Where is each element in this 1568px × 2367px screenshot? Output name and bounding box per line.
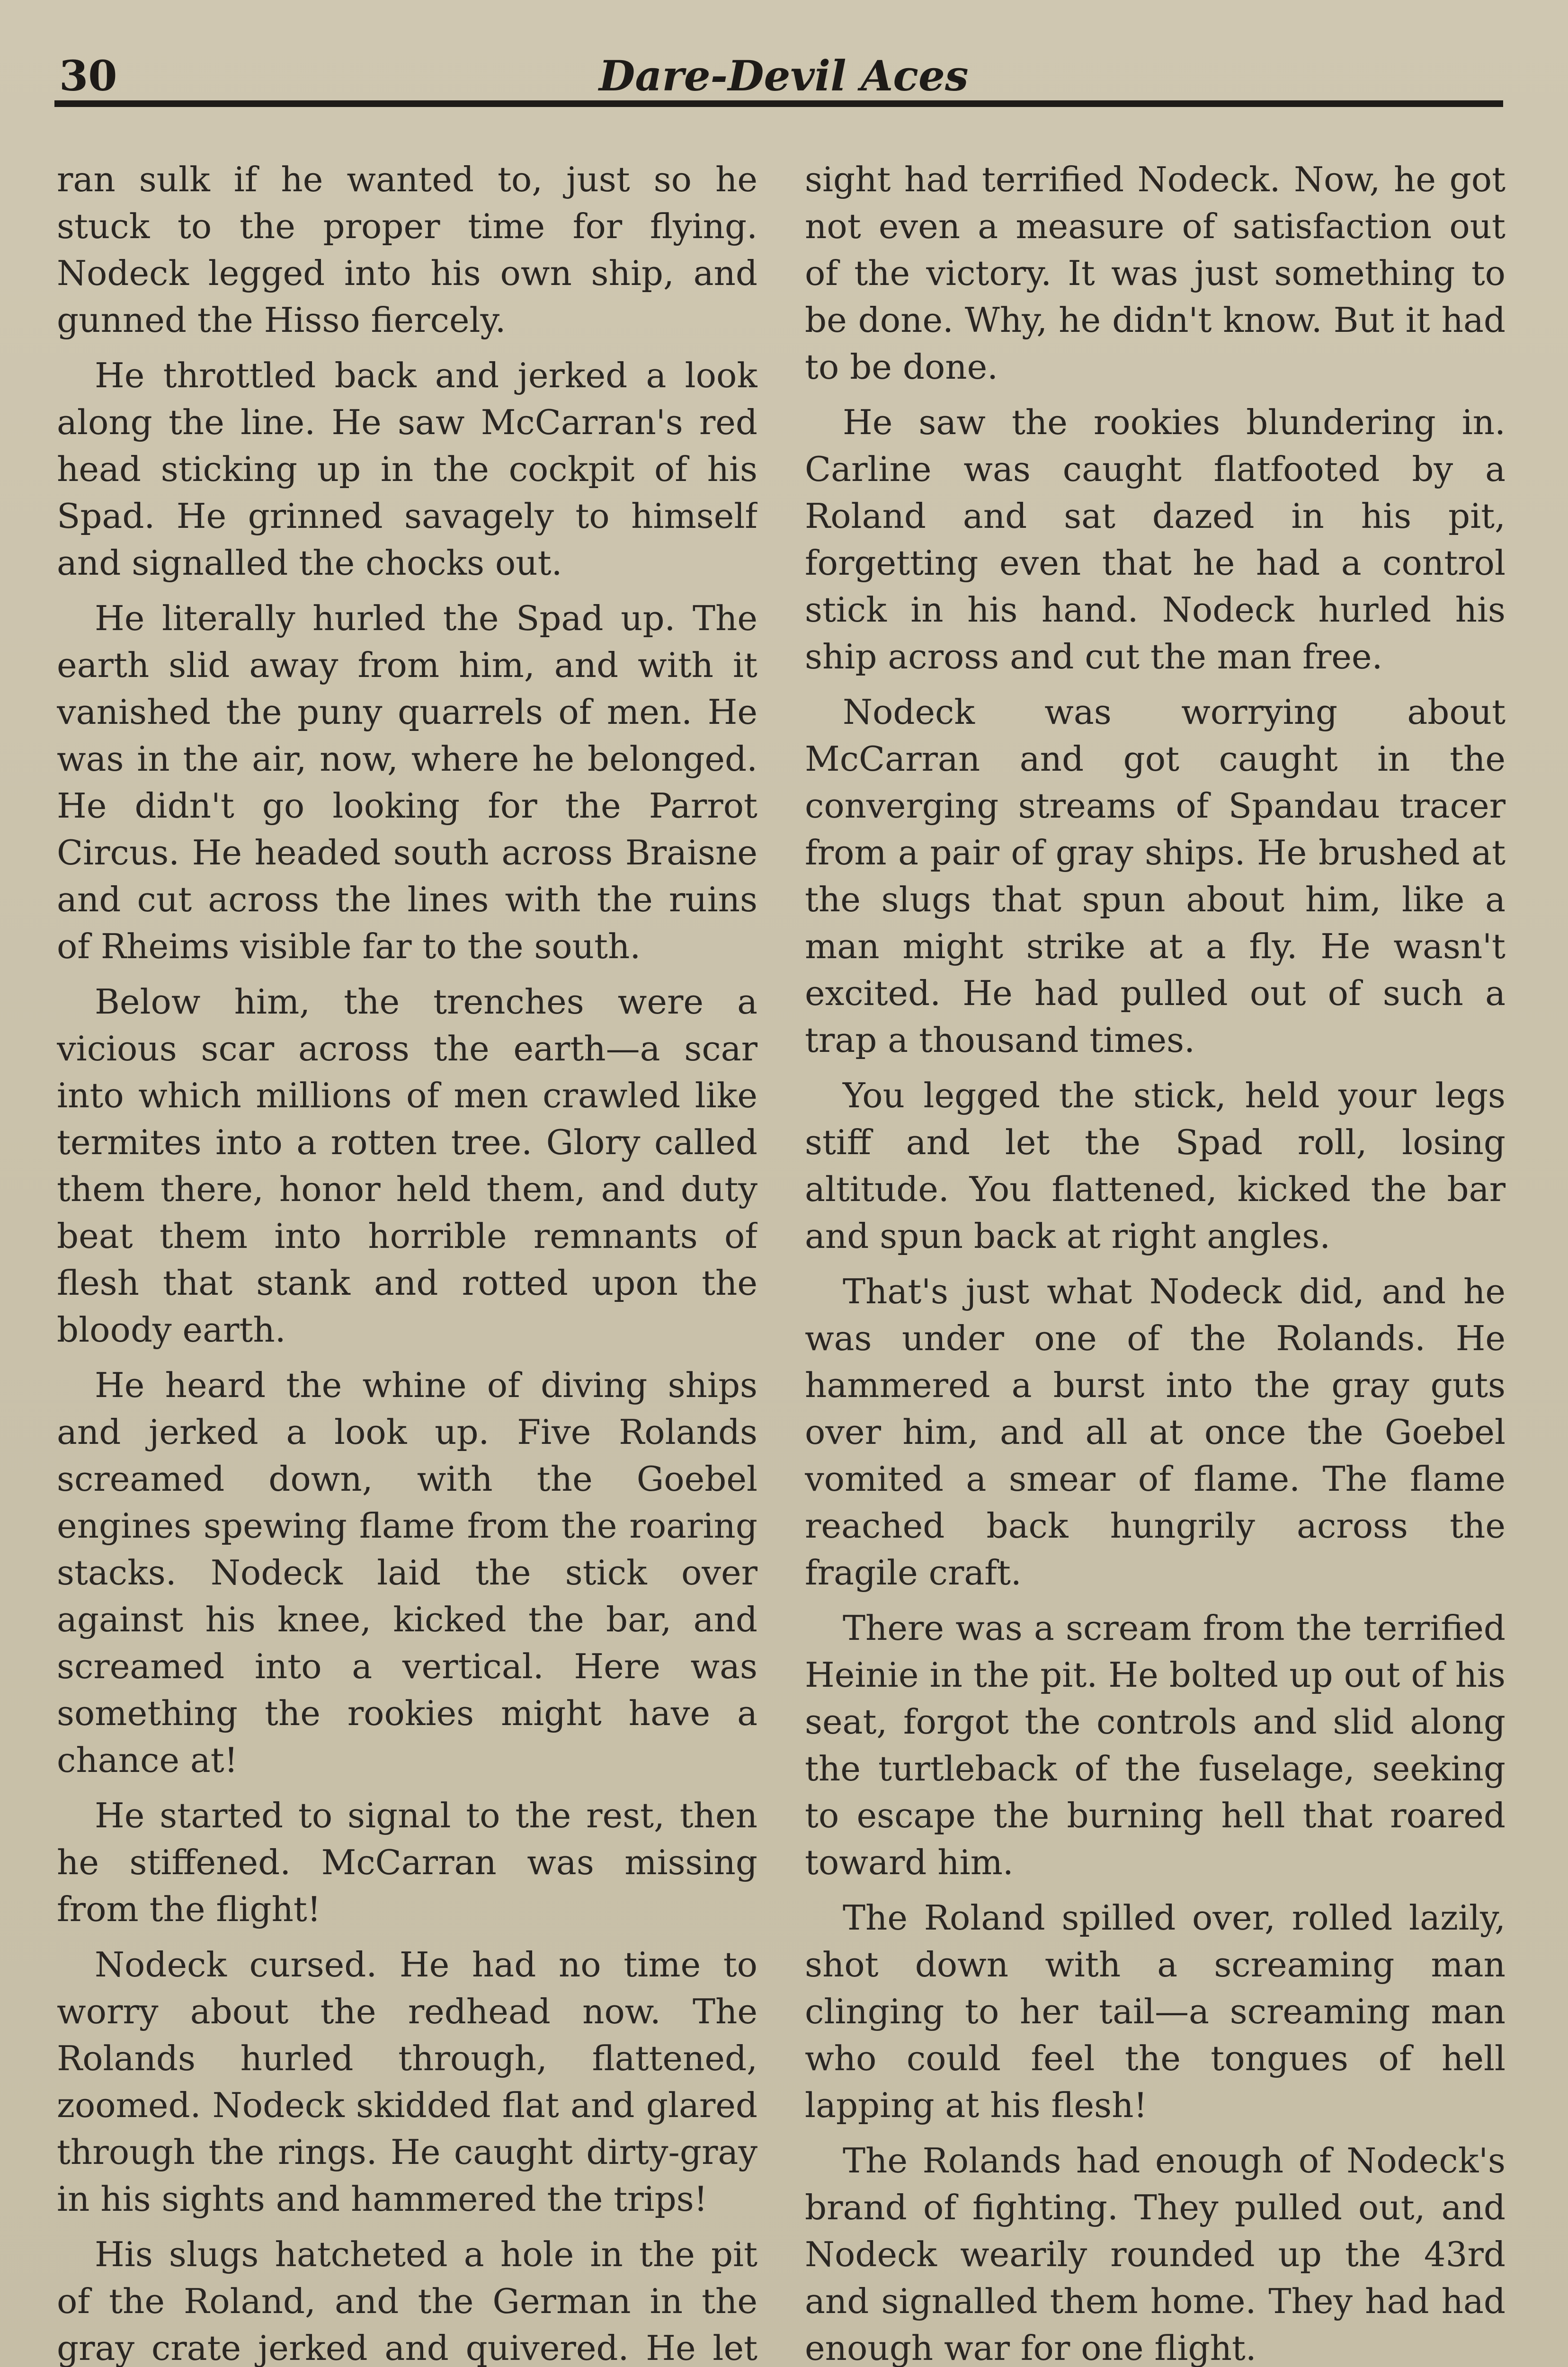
left-column xyxy=(57,156,757,2367)
paragraph: He started to signal to the rest, then he stiffened. McCarran was missing from the flight! xyxy=(57,1796,757,1929)
paragraph: You legged the stick, held your legs stiff and let the Spad roll, losing altitude. You flattened, kicked the bar and spun back at right angles. xyxy=(805,1076,1506,1256)
paragraph: Below him, the trenches were a vicious scar across the earth—a scar into which millions of men crawled like termites into a rotten tree. Glory called them there, honor held them, and duty beat them into horrible remnants of flesh that stank and rotted upon the bloody earth. xyxy=(57,982,757,1350)
right-column xyxy=(805,156,1506,2367)
header-rule xyxy=(54,100,1503,107)
paragraph: He throttled back and jerked a look along the line. He saw McCarran's red head sticking up in the cockpit of his Spad. He grinned savagely to himself and signalled the chocks out. xyxy=(57,356,757,583)
paragraph: The Roland spilled over, rolled lazily, shot down with a screaming man clinging to her tail—a screaming man who could feel the tongues of hell lapping at his flesh! xyxy=(805,1898,1506,2125)
page-number: 30 xyxy=(59,51,117,100)
paragraph: The Rolands had enough of Nodeck's brand of fighting. They pulled out, and Nodeck wearily rounded up the 43rd and signalled them home. They had had enough war for one flight. xyxy=(805,2141,1506,2367)
paragraph: Nodeck cursed. He had no time to worry about the redhead now. The Rolands hurled through, flattened, zoomed. Nodeck skidded flat and glared through the rings. He caught dirty-gray in his sights and hammered the trips! xyxy=(57,1945,757,2219)
paragraph: There was a scream from the terrified Heinie in the pit. He bolted up out of his seat, forgot the controls and slid along the turtleback of the fuselage, seeking to escape the burning hell that roared toward him. xyxy=(805,1608,1506,1882)
paragraph: He literally hurled the Spad up. The earth slid away from him, and with it vanished the puny quarrels of men. He was in the air, now, where he belonged. He didn't go looking for the Parrot Circus. He headed south across Braisne and cut across the lines with the ruins of Rheims visible far to the south. xyxy=(57,598,757,966)
paragraph: ran sulk if he wanted to, just so he stuck to the proper time for flying. Nodeck legged into his own ship, and gunned the Hisso fiercely. xyxy=(57,160,757,340)
magazine-title: Dare-Devil Aces xyxy=(599,51,969,100)
paragraph: His slugs hatcheted a hole in the pit of the Roland, and the German in the gray crate jerked and quivered. He let xyxy=(57,2234,757,2367)
paragraph: sight had terrified Nodeck. Now, he got not even a measure of satisfaction out of the victory. It was just something to be done. Why, he didn't know. But it had to be done. xyxy=(805,160,1506,387)
paragraph: He saw the rookies blundering in. Carline was caught flatfooted by a Roland and sat dazed in his pit, forgetting even that he had a control stick in his hand. Nodeck hurled his ship across and cut the man free. xyxy=(805,402,1506,676)
paragraph: That's just what Nodeck did, and he was under one of the Rolands. He hammered a burst into the gray guts over him, and all at once the Goebel vomited a smear of flame. The flame reached back hungrily across the fragile craft. xyxy=(805,1272,1506,1593)
paragraph: Nodeck was worrying about McCarran and got caught in the converging streams of Spandau tracer from a pair of gray ships. He brushed at the slugs that spun about him, like a man might strike at a fly. He wasn't excited. He had pulled out of such a trap a thousand times. xyxy=(805,692,1506,1060)
paragraph: He heard the whine of diving ships and jerked a look up. Five Rolands screamed down, with the Goebel engines spewing flame from the roaring stacks. Nodeck laid the stick over against his knee, kicked the bar, and screamed into a vertical. Here was something the rookies might have a chance at! xyxy=(57,1365,757,1780)
